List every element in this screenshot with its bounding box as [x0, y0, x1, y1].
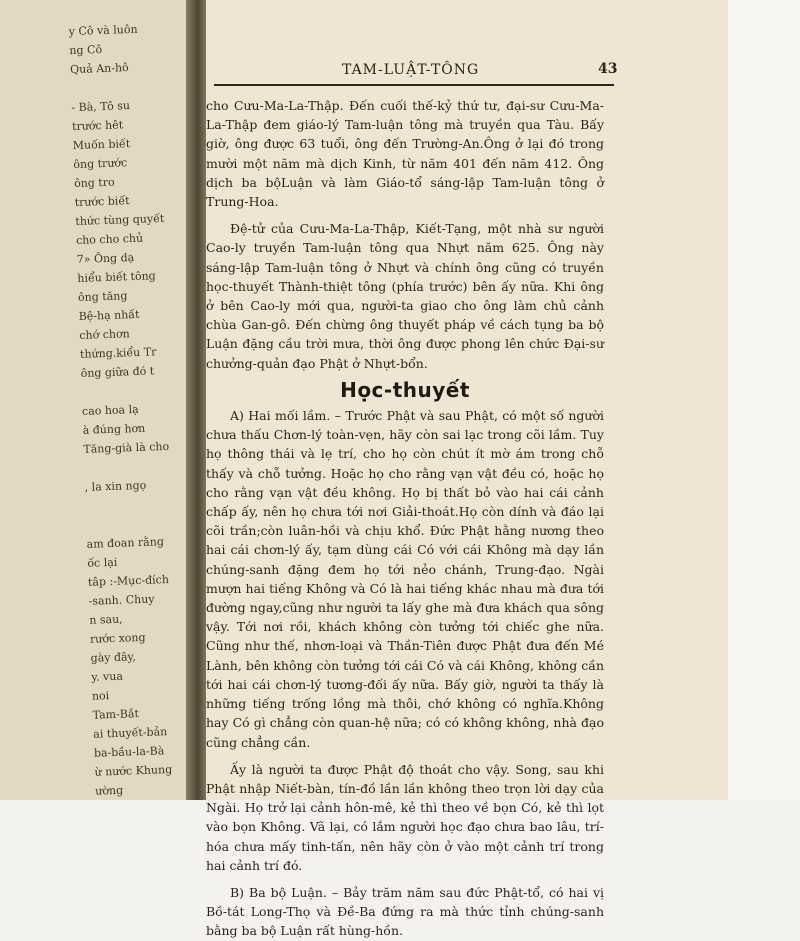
paragraph-2: Đệ-tử của Cưu-Ma-La-Thập, Kiết-Tạng, một nhà sư người Cao-ly truyền Tam-luận tông qua Nhựt năm 625. Ông này sáng-lập Tam-luận tông ở Nhựt và chính ông cũng có truyền học-thuyết Thành-thiệt tông (phía trước) bên ấy nữa. Khi ông ở bên Cao-ly mới qua, người-ta giao cho ông làm chủ cảnh chùa Gan-gô. Đến chừng ông thuyết pháp về cách tụng ba bộ Luận đặng cầu trời mưa, thời ông được phong lên chức Đại-sư chưởng-quản đạo Phật ở Nhựt-bổn.: [206, 221, 604, 371]
left-fragment-line: cao hoa lạ: [81, 402, 139, 418]
paragraph-5: [206, 883, 604, 941]
left-fragment-line: ừ nước Khung: [94, 762, 173, 779]
page-header: [214, 58, 618, 86]
paragraph-5-text: Bảy trăm năm sau đức Phật-tổ, có hai vị Bồ-tát Long-Thọ và Đề-Ba đứng ra mà thức tỉnh chúng-sanh bằng ba bộ Luận rất hùng-hồn.: [206, 884, 605, 939]
left-fragment-line: Muốn biết: [72, 137, 131, 153]
left-fragment-line: ba-bầu-la-Bà: [93, 744, 165, 760]
paragraph-3-text: Trước Phật và sau Phật, có một số người chưa thấu Chơn-lý toàn-vẹn, hãy còn sai lạc trong cõi lầm. Tuy họ thông thái và lẹ trí, cho họ còn chút ít mờ ám trong chỗ thấy và chỗ tưởng. Hoặc họ cho rằng vạn vật đều có, hoặc họ cho rằng vạn vật đều không. Họ bị thất bỏ vào hai cái cảnh chấp ấy, nên họ chưa tới nơi Giải-thoát.Họ còn dính và đáo lại cõi trần;còn luân-hồi và chịu khổ. Đức Phật hằng nương theo hai cái chơn-lý ấy, tạm dùng cái Có với cái Không mà dạy lần chúng-sanh đặng đem họ tới nẻo chánh, Trung-đạo. Ngài mượn hai tiếng Không và Có là hai tiếng khác nhau mà đưa tới đường ngay,cũng như người ta lấy ghe mà đưa khách qua sông vậy. Tới nơi rồi, khách không còn tưởng tới chiếc ghe nữa. Cũng như thế, nhơn-loại và Thần-Tiên được Phật đưa đến Mé Lành, bên không còn tưởng tới cái Có và cái Không, không cần tới hai cái chơn-lý tương-đối ấy nữa. Bấy giờ, người ta thấy là những tiếng trống lồng mà thôi, chớ không có nghĩa.Không hay Có gì chẳng còn quan-hệ nữa; có có không không, nhà đạo cũng chẳng cần.: [206, 408, 605, 750]
paragraph-5-lead: B) Ba bộ Luận. –: [230, 884, 339, 900]
left-fragment-line: , la xin ngọ: [84, 478, 147, 494]
left-fragment-line: ông giữa đó t: [80, 364, 155, 380]
paragraph-3-lead: A) Hai mối lầm. –: [230, 408, 341, 424]
left-fragment-line: ông trước: [73, 156, 128, 172]
left-fragment-line: ng Cô: [69, 43, 103, 58]
left-fragment-line: à đúng hơn: [82, 421, 146, 437]
left-fragment-line: Quả An-hô: [69, 61, 129, 77]
left-fragment-line: ông tro: [73, 175, 115, 191]
left-fragment-line: hiểu biết tông: [77, 269, 156, 285]
left-page: [0, 0, 196, 800]
left-fragment-line: cho cho chủ: [75, 231, 144, 248]
left-fragment-line: chớ chơn: [79, 327, 130, 342]
page-body: [206, 96, 604, 941]
background-edge: [728, 0, 800, 800]
left-fragment-line: noi: [91, 689, 110, 703]
paragraph-4: Ấy là người ta được Phật độ thoát cho vậy. Song, sau khi Phật nhập Niết-bàn, tín-đồ lần lần không theo trọn lời dạy của Ngài. Họ trở lại cảnh hôn-mê, kẻ thì theo về bọn Có, kẻ thì lọt vào bọn Không. Vã lại, có lắm người học đạo chưa bao lâu, trí-hóa chưa mấy tinh-tấn, nên hãy còn ở vào một cảnh trí trong hai cảnh trí đó.: [206, 761, 604, 873]
page-number: 43: [598, 61, 618, 77]
left-fragment-line: ốc lại: [87, 555, 118, 570]
right-page: [206, 0, 728, 939]
left-fragment-line: tâp :-Mục-đích: [87, 572, 170, 589]
left-fragment-line: thứng.kiểu Tr: [79, 345, 157, 361]
left-fragment-line: am đoan rằng: [86, 535, 165, 551]
left-fragment-line: n sau,: [89, 612, 123, 627]
left-fragment-line: trước hêt: [71, 118, 124, 134]
left-fragment-line: thức tùng quyết: [75, 211, 165, 229]
left-fragment-line: -sanh. Chuy: [88, 592, 155, 608]
left-fragment-line: ông tăng: [77, 289, 128, 304]
left-fragment-line: ường: [95, 783, 124, 798]
left-fragment-line: Tam-Bắt: [92, 707, 140, 722]
left-fragment-line: 7» Ông dạ: [76, 251, 135, 267]
running-title: TAM-LUẬT-TÔNG: [342, 62, 480, 78]
left-fragment-line: Tăng-già là cho: [83, 439, 170, 456]
left-fragment-line: Bệ-hạ nhất: [78, 307, 140, 323]
left-fragment-line: y. vua: [91, 669, 124, 684]
left-fragment-line: rước xong: [89, 630, 146, 646]
left-fragment-line: - Bà, Tô su: [71, 99, 131, 115]
left-page-text-fragments: [68, 18, 196, 800]
paragraph-3: [206, 406, 604, 752]
paragraph-1: cho Cưu-Ma-La-Thập. Đến cuối thế-kỷ thứ tư, đại-sư Cưu-Ma-La-Thập đem giáo-lý Tam-luận tông mà truyền qua Tàu. Bấy giờ, ông được 63 tuổi, ông đến Trường-An.Ông ở lại đó trong mười một năm mà dịch Kinh, từ năm 401 đến năm 412. Ông dịch ba bộLuận và làm Giáo-tổ sáng-lập Tam-luận tông ở Trung-Hoa.: [206, 98, 604, 210]
left-fragment-line: trước biết: [74, 194, 130, 210]
section-heading: Học-thuyết: [340, 377, 470, 402]
left-fragment-line: y Cô và luôn: [68, 22, 138, 39]
left-fragment-line: gày đây,: [90, 650, 137, 665]
left-fragment-line: ai thuyết-bản: [93, 725, 168, 741]
